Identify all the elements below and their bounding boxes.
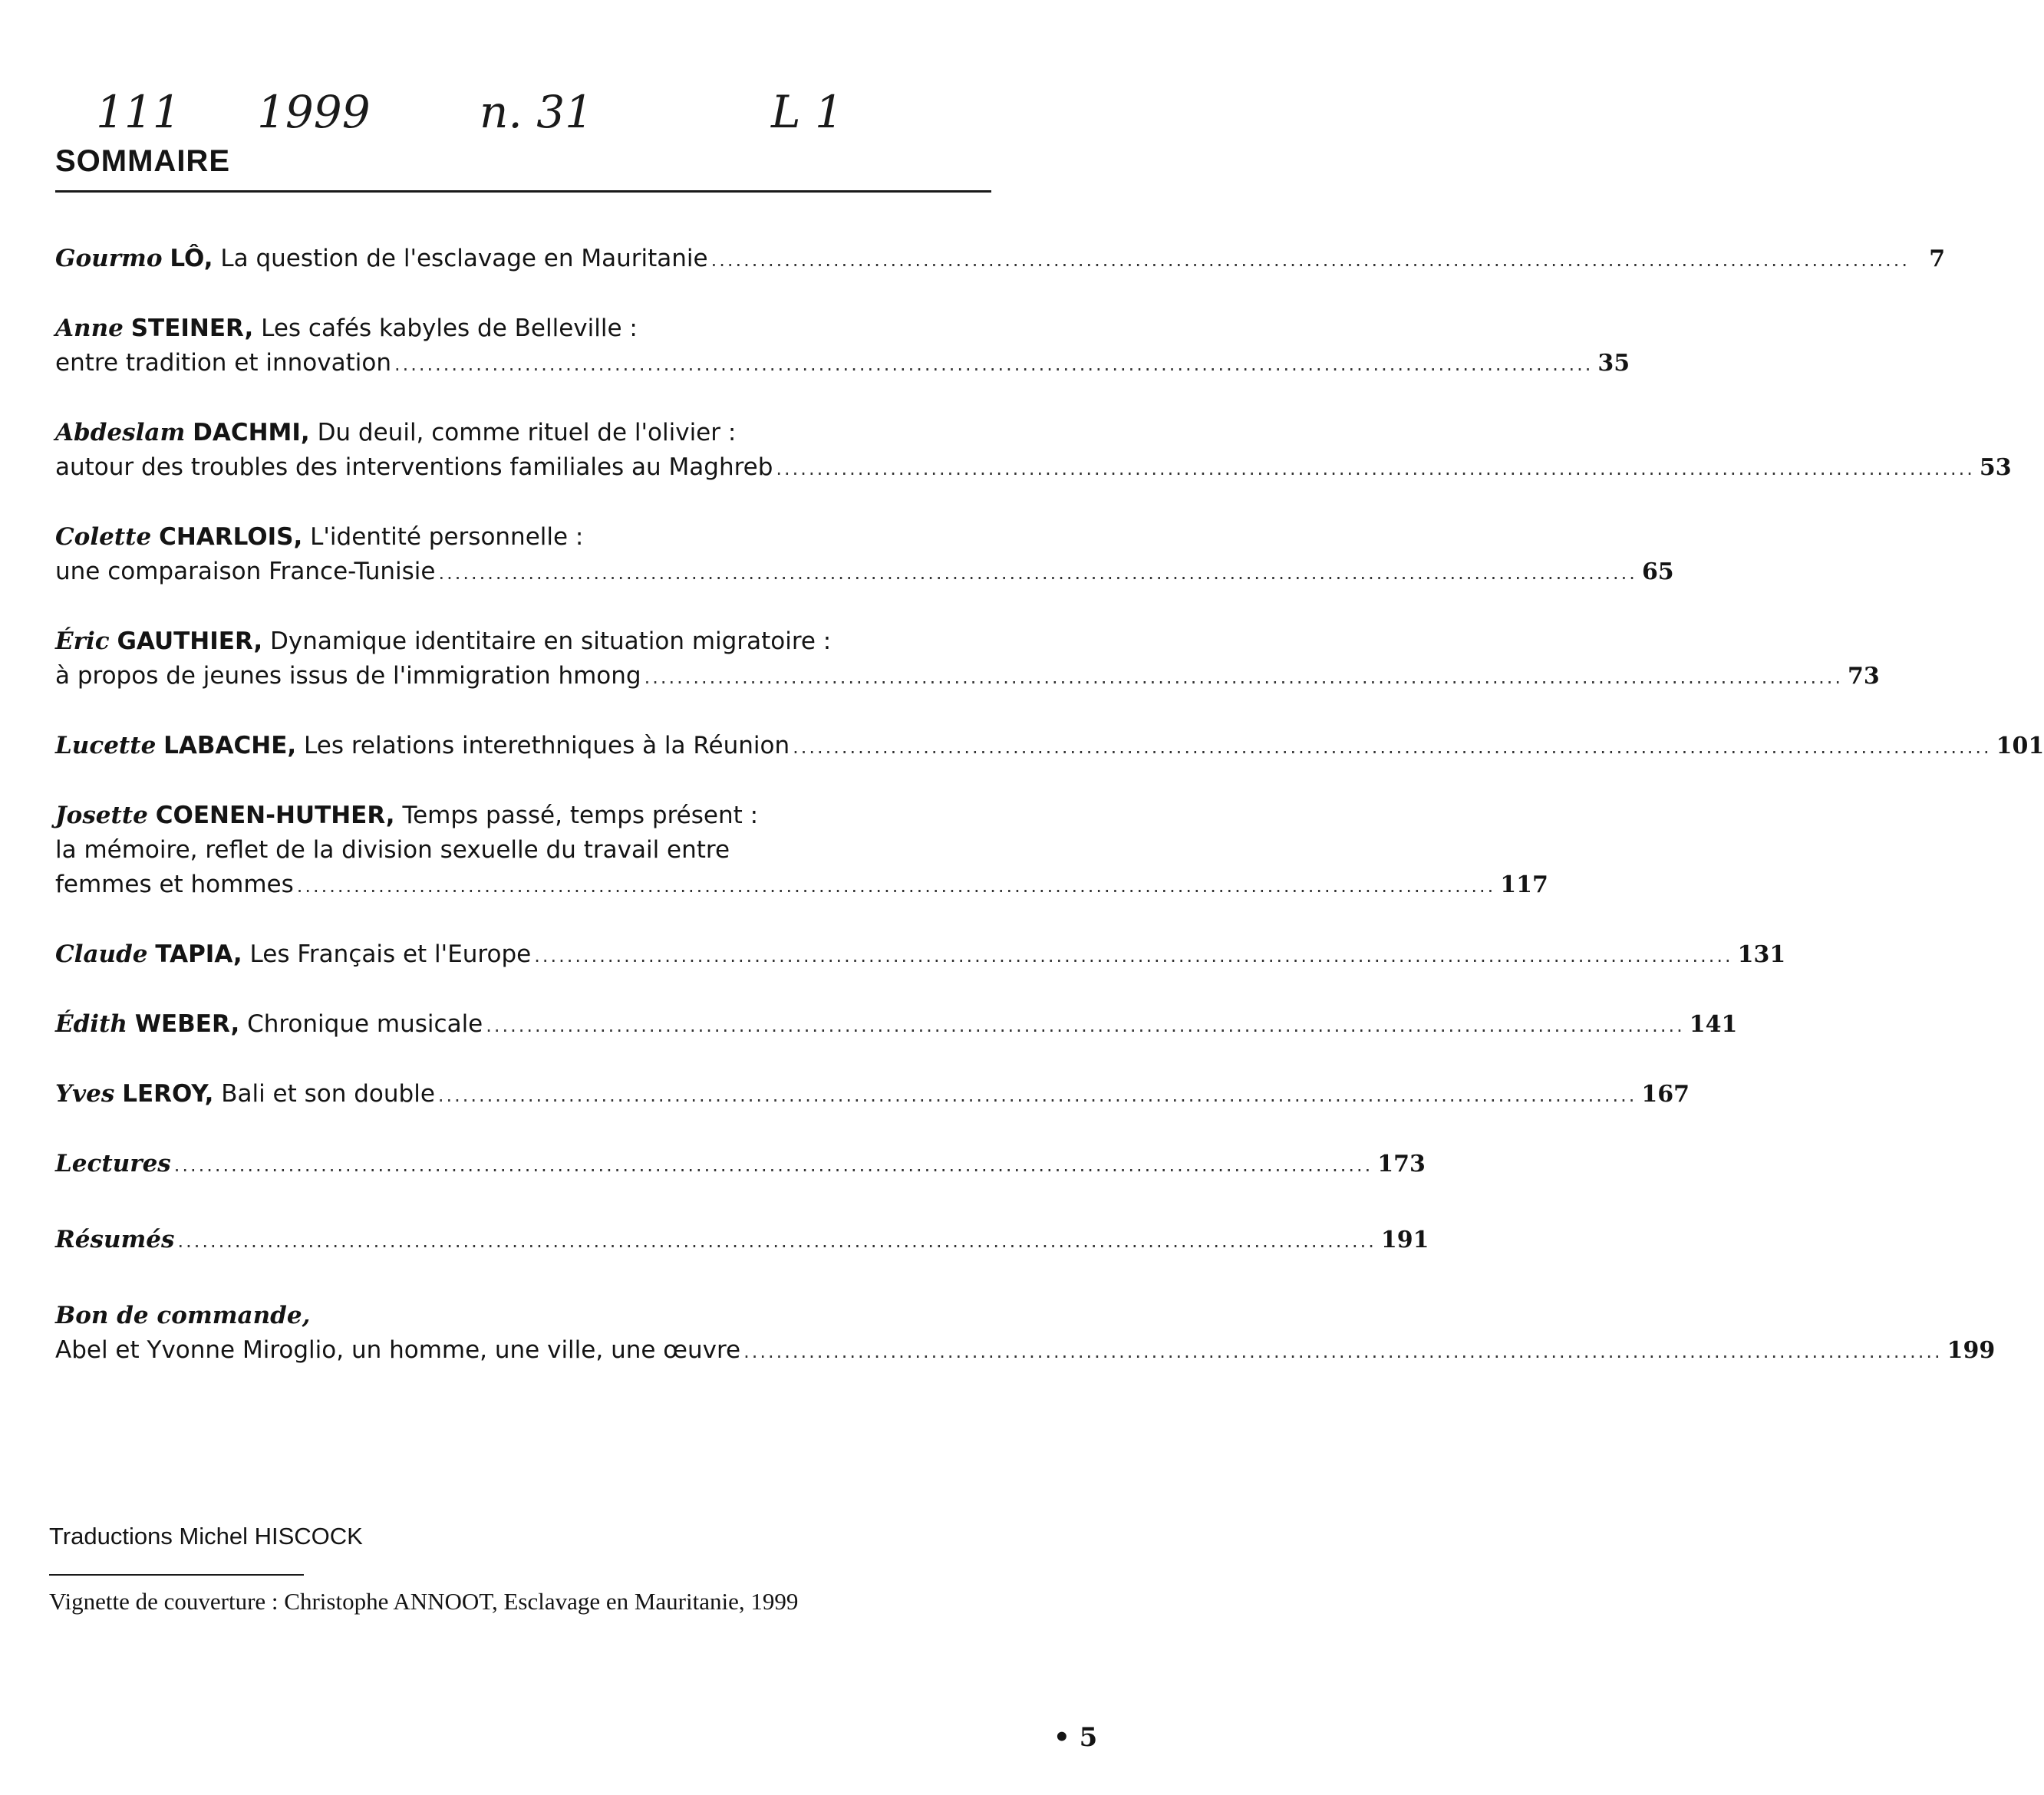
handwritten-annotation (65, 86, 925, 147)
author-last-name: TAPIA (155, 940, 233, 968)
page-number: 131 (1737, 941, 1786, 968)
toc-entry (55, 311, 1630, 382)
toc-line (55, 1333, 1996, 1369)
entry-title: Dynamique identitaire en situation migratoire : (270, 627, 832, 655)
section-label: Résumés (55, 1226, 175, 1253)
page-number: 53 (1979, 454, 2012, 481)
page-number: 117 (1500, 871, 1548, 898)
toc-line (55, 937, 1786, 973)
page-title: SOMMAIRE (55, 144, 230, 178)
annotation-number: 111 (96, 86, 181, 138)
toc-entry (55, 520, 1674, 591)
author-last-name: DACHMI (193, 419, 301, 446)
cover-credit: Vignette de couverture : Christophe ANNOOT, Esclavage en Mauritanie, 1999 (49, 1588, 799, 1615)
author-first-name: Josette (55, 802, 148, 829)
toc-entry (55, 937, 1786, 973)
author-last-name: CHARLOIS (159, 523, 294, 551)
author-first-name: Lucette (55, 732, 157, 759)
entry-title-continued: entre tradition et innovation (55, 349, 391, 377)
author-separator: , (230, 1010, 240, 1038)
author-first-name: Claude (55, 940, 148, 968)
author-separator: , (253, 627, 263, 655)
section-label: Lectures (55, 1150, 171, 1177)
section-label: Bon de commande, (55, 1302, 311, 1329)
page-number: 65 (1641, 558, 1674, 585)
page-number: 167 (1641, 1081, 1690, 1108)
toc-line (55, 1299, 991, 1333)
page-number: 191 (1380, 1227, 1429, 1253)
dot-leader: ................................................................................................................................................... (438, 562, 1637, 584)
dot-leader: ................................................................................................................................................... (644, 667, 1844, 688)
author-first-name: Abdeslam (55, 419, 186, 446)
dot-leader: ................................................................................................................................................... (486, 1015, 1685, 1036)
author-last-name: GAUTHIER (117, 627, 254, 655)
entry-title: Les Français et l'Europe (249, 940, 532, 968)
toc-entry-bon-de-commande (55, 1299, 1996, 1369)
author-separator: , (293, 523, 303, 551)
title-divider (55, 190, 991, 193)
entry-title: Les cafés kabyles de Belleville : (261, 315, 638, 342)
page-number: 173 (1377, 1151, 1426, 1177)
author-separator: , (244, 315, 254, 342)
toc-line (55, 555, 1674, 591)
toc-line (55, 729, 2044, 765)
toc-entry (55, 242, 1946, 278)
author-last-name: LEROY (122, 1080, 205, 1108)
page-number: 199 (1947, 1337, 1996, 1364)
page-folio: • 5 (1053, 1722, 1098, 1753)
entry-title: Abel et Yvonne Miroglio, un homme, une ville, une œuvre (55, 1336, 741, 1364)
author-separator: , (287, 732, 297, 759)
credit-divider (49, 1574, 304, 1576)
annotation-issue: n. 31 (480, 86, 594, 138)
entry-heading (55, 937, 531, 972)
dot-leader: ................................................................................................................................................... (710, 249, 1910, 271)
annotation-year: 1999 (257, 86, 371, 138)
table-of-contents (55, 242, 2044, 1403)
author-first-name: Éric (55, 627, 110, 655)
toc-entry (55, 416, 2012, 486)
author-first-name: Édith (55, 1010, 127, 1038)
author-last-name: COENEN-HUTHER (155, 802, 386, 829)
toc-line (55, 799, 991, 833)
page-number: 73 (1848, 663, 1880, 690)
entry-title-continued: à propos de jeunes issus de l'immigration hmong (55, 662, 641, 690)
toc-entry (55, 1077, 1690, 1113)
entry-title: Temps passé, temps présent : (402, 802, 759, 829)
author-first-name: Colette (55, 523, 152, 551)
toc-line (55, 833, 991, 868)
dot-leader: ................................................................................................................................................... (776, 458, 1975, 479)
toc-line (55, 659, 1880, 695)
page-number: 35 (1597, 350, 1630, 377)
toc-entry (55, 1007, 1738, 1043)
toc-entry-lectures (55, 1147, 1426, 1183)
entry-heading (55, 242, 708, 276)
entry-title: Chronique musicale (247, 1010, 483, 1038)
dot-leader: ................................................................................................................................................... (793, 736, 1992, 758)
dot-leader: ................................................................................................................................................... (534, 945, 1733, 967)
toc-line (55, 450, 2012, 486)
toc-entry (55, 624, 1880, 695)
page-number: 7 (1929, 245, 1946, 272)
entry-heading (55, 1007, 483, 1042)
author-last-name: LABACHE (163, 732, 288, 759)
author-first-name: Yves (55, 1080, 115, 1108)
dot-leader: ................................................................................................................................................... (296, 875, 1496, 897)
dot-leader: ................................................................................................................................................... (177, 1230, 1376, 1252)
entry-heading (55, 729, 790, 763)
entry-title-continued: femmes et hommes (55, 871, 294, 898)
toc-line (55, 624, 991, 659)
dot-leader: ................................................................................................................................................... (394, 354, 1594, 375)
author-last-name: WEBER (134, 1010, 231, 1038)
author-separator: , (204, 1080, 214, 1108)
page-number: 141 (1689, 1011, 1738, 1038)
dot-leader: ................................................................................................................................................... (173, 1154, 1373, 1176)
dot-leader: ................................................................................................................................................... (437, 1085, 1637, 1106)
toc-line (55, 242, 1946, 278)
toc-entry (55, 729, 2044, 765)
toc-line (55, 346, 1630, 382)
entry-heading (55, 1077, 435, 1112)
dot-leader: ................................................................................................................................................... (743, 1341, 1943, 1362)
author-separator: , (385, 802, 395, 829)
toc-line (55, 868, 1548, 904)
toc-line (55, 416, 991, 450)
author-separator: , (232, 940, 242, 968)
author-first-name: Anne (55, 315, 124, 342)
toc-line (55, 311, 991, 346)
toc-line (55, 1007, 1738, 1043)
entry-title: Du deuil, comme rituel de l'olivier : (317, 419, 737, 446)
annotation-code: L 1 (771, 86, 843, 138)
toc-line (55, 1223, 1429, 1259)
author-separator: , (300, 419, 310, 446)
toc-entry (55, 799, 1548, 904)
entry-title-continued: autour des troubles des interventions familiales au Maghreb (55, 453, 773, 481)
author-first-name: Gourmo (55, 245, 163, 272)
toc-line (55, 1147, 1426, 1183)
author-last-name: STEINER (130, 315, 245, 342)
page-number: 101 (1996, 733, 2044, 759)
toc-line (55, 520, 991, 555)
toc-entry-resumes (55, 1223, 1429, 1259)
entry-title-continued: une comparaison France-Tunisie (55, 558, 436, 585)
translation-credit: Traductions Michel HISCOCK (49, 1523, 363, 1550)
entry-title-continued: la mémoire, reflet de la division sexuelle du travail entre (55, 836, 730, 864)
author-last-name: LÔ (170, 245, 204, 272)
entry-title: Bali et son double (221, 1080, 435, 1108)
entry-title: L'identité personnelle : (310, 523, 584, 551)
entry-title: La question de l'esclavage en Mauritanie (220, 245, 708, 272)
entry-title: Les relations interethniques à la Réunion (304, 732, 790, 759)
author-separator: , (203, 245, 213, 272)
toc-line (55, 1077, 1690, 1113)
